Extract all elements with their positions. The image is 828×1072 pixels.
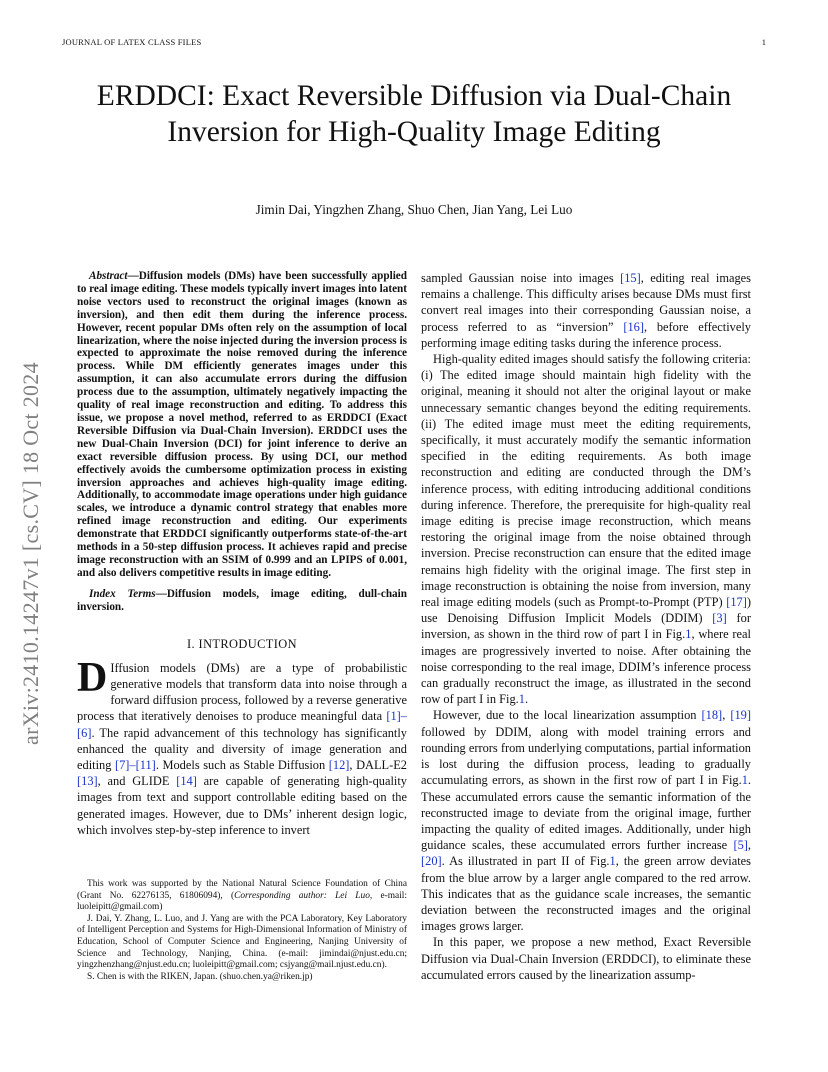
citation-link[interactable]: [15] [620,271,641,285]
drop-cap: D [77,654,108,701]
abstract-label: Abstract [89,270,128,282]
citation-link[interactable]: [14] [176,774,197,789]
author-list: Jimin Dai, Yingzhen Zhang, Shuo Chen, Jian Yang, Lei Luo [255,202,573,217]
footnote-affiliation: J. Dai, Y. Zhang, L. Luo, and J. Yang are with the PCA Laboratory, Key Laboratory of Intelligent Perception and Systems for High-Dimensional Information of Ministry of Education, School of Computer Science and Engineering, Nanjing University of Science and Technology, Nanjing, China. (e-mail: jimindai@njust.edu.cn; yingzhenzhang@njust.edu.cn; luoleipitt@gmail.com; csjyang@mail.njust.edu.cn). [77,913,407,971]
intro-paragraph-3: However, due to the local linearization assumption [18], [19] followed by DDIM, along with model training errors and rounding errors from underlying computations, partial information is lost during the diffusion process, leading to gradually accumulating errors, as shown in the first row of part I in Fig.1. These accumulated errors cause the semantic information of the reconstructed image to deviate from the original image, further impacting the quality of edited images. Additionally, under high guidance scales, these accumulated errors further increase [5], [20]. As illustrated in part II of Fig.1, the green arrow deviates from the blue arrow by a larger angle compared to the red arrow. This indicates that as the guidance scale increases, the semantic deviation between the reconstructed images and the original images grows larger. [421,708,751,934]
page-number: 1 [761,37,766,47]
figure-link[interactable]: 1 [741,773,748,788]
left-column [77,270,407,838]
index-terms-text: —Diffusion models, image editing, dull-chain inversion. [77,587,407,613]
running-header: JOURNAL OF LATEX CLASS FILES [62,37,202,47]
footnote-funding: This work was supported by the National Natural Science Foundation of China (Grant No. 62276135, 61806094), (Corresponding author: Lei Luo, e-mail: luoleipitt@gmail.com) [77,879,408,913]
right-column [421,270,751,983]
arxiv-identifier: arXiv:2410.14247v1 [cs.CV] 18 Oct 2024 [18,362,43,745]
figure-link[interactable]: 1 [685,627,692,642]
citation-link[interactable]: [5] [733,838,748,853]
intro-paragraph-1-continued: sampled Gaussian noise into images [15], editing real images remains a challenge. This difficulty arises because DMs must first convert real images into their corresponding Gaussian noise, a process referred to as “inversion” [16], before effectively performing image editing tasks during the inference process. [421,271,752,350]
citation-link[interactable]: [17] [726,595,747,610]
section-heading-introduction: I. INTRODUCTION [187,636,297,651]
intro-paragraph-2: High-quality edited images should satisfy the following criteria: (i) The edited image should maintain high fidelity with the original, meaning it should not alter the original layout or make unnecessary semantic changes beyond the editing requirements. (ii) The edited image must meet the editing requirements, specifically, it must accurately modify the semantic information specified in the editing requirements. As both image reconstruction and editing are conducted through the DM’s inference process, with editing introducing additional conditions during inference. Therefore, the prerequisite for high-quality real image editing is precise image reconstruction, which means restoring the original image from the noise obtained through inversion. Precise reconstruction can ensure that the edited image remains high fidelity with the original image. The first step in image reconstruction is obtaining the noise from inversion, many real image editing models (such as Prompt-to-Prompt (PTP) [17]) use Denoising Diffusion Implicit Models (DDIM) [3] for inversion, as shown in the third row of part I in Fig.1, where real images are progressively inverted to noise. After obtaining the noise corresponding to the real image, DDIM’s inference process can gradually reconstruct the image, as illustrated in the second row of part I in Fig.1. [421,352,751,707]
citation-link[interactable]: [13] [77,774,98,789]
citation-link[interactable]: [7]–[11] [114,757,156,772]
citation-link[interactable]: [1]–[6] [77,709,407,740]
footnotes [77,879,407,983]
abstract [77,270,407,580]
figure-link[interactable]: 1 [518,692,525,707]
figure-link[interactable]: 1 [609,854,616,869]
citation-link[interactable]: [12] [328,757,350,772]
index-terms [77,588,407,614]
intro-paragraph-4: In this paper, we propose a new method, Exact Reversible Diffusion via Dual-Chain Inversion (ERDDCI), to eliminate these accumulated errors caused by the linearization assump- [421,935,751,982]
abstract-text: —Diffusion models (DMs) have been successfully applied to real image editing. These models typically invert images into latent noise vectors used to reconstruct the original images (known as inversion), and then edit them during the inference process. However, recent popular DMs often rely on the assumption of local linearization, where the noise injected during the inversion process is expected to approximate the noise removed during the inference process. While DM efficiently generates images under this assumption, it can also accumulate errors during the diffusion process due to the assumption, ultimately negatively impacting the quality of real image reconstruction and editing. To address this issue, we propose a novel method, referred to as ERDDCI (Exact Reversible Diffusion via Dual-Chain Inversion). ERDDCI uses the new Dual-Chain Inversion (DCI) for joint inference to derive an exact reversible diffusion process. By using DCI, our method effectively avoids the cumbersome optimization process in existing inversion approaches and achieves high-quality image editing. Additionally, to accommodate image operations under high guidance scales, we introduce a dynamic control strategy that enables more refined image reconstruction and editing. Our experiments demonstrate that ERDDCI significantly outperforms state-of-the-art methods in a 50-step diffusion process. It achieves rapid and precise image reconstruction with an SSIM of 0.999 and an LPIPS of 0.001, and also delivers competitive results in image editing. [77,270,407,579]
index-terms-label: Index Terms [89,587,156,600]
citation-link[interactable]: [16] [623,319,644,334]
citation-link[interactable]: [20] [421,854,442,869]
footnote-affiliation-riken: S. Chen is with the RIKEN, Japan. (shuo.chen.ya@riken.jp) [87,971,313,982]
citation-link[interactable]: [18] [701,708,723,723]
paper-title: ERDDCI: Exact Reversible Diffusion via Dual-Chain Inversion for High-Quality Image Editing [96,80,732,148]
citation-link[interactable]: [3] [712,611,727,626]
citation-link[interactable]: [19] [730,708,751,723]
intro-paragraph-1: D Iffusion models (DMs) are a type of probabilistic generative models that transform data into noise through a forward diffusion process, followed by a reverse generative process that iteratively denoises to produce meaningful data [1]–[6]. The rapid advancement of this technology has significantly enhanced the quality and diversity of image generation and editing [7]–[11]. Models such as Stable Diffusion [12], DALL-E2 [13], and GLIDE [14] are capable of generating high-quality images from text and support controllable editing based on the generated images. However, due to DMs’ inherent design logic, which involves step-by-step inference to invert [77,654,407,837]
